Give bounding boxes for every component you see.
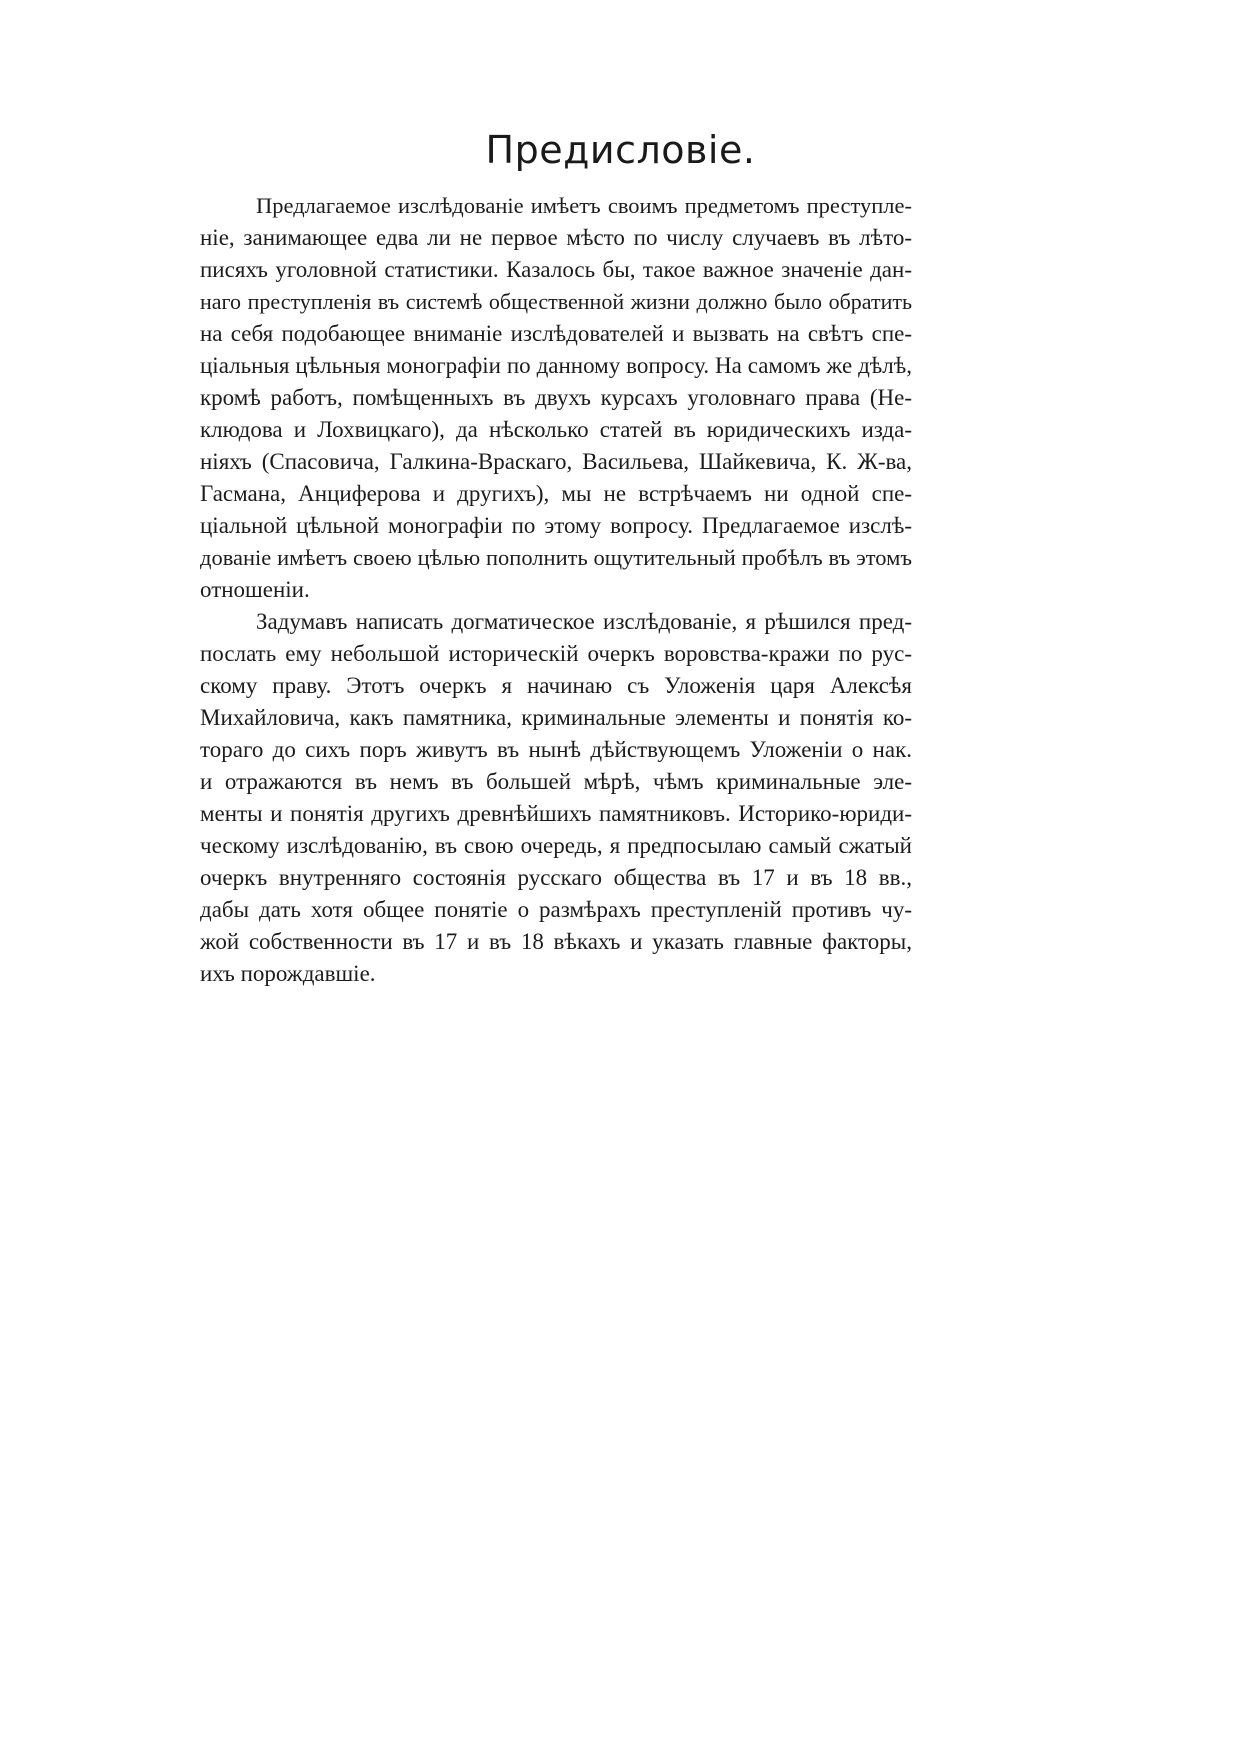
paragraph-line: ческому изслѣдованію, въ свою очередь, я предпосылаю самый сжатый bbox=[200, 833, 912, 858]
paragraph-line: клюдова и Лохвицкаго), да нѣсколько статей въ юридическихъ изда- bbox=[200, 417, 912, 442]
paragraph-line: жой собственности въ 17 и въ 18 вѣкахъ и указать главные факторы, bbox=[200, 929, 912, 954]
paragraph-line: скому праву. Этотъ очеркъ я начинаю съ Уложенія царя Алексѣя bbox=[200, 673, 912, 698]
paragraph-line: ніе, занимающее едва ли не первое мѣсто по числу случаевъ въ лѣто- bbox=[200, 225, 912, 250]
paragraph-line: очеркъ внутренняго состоянія русскаго общества въ 17 и въ 18 вв., bbox=[200, 865, 912, 890]
paragraph-line: отношеніи. bbox=[200, 577, 310, 602]
paragraph-line: дабы дать хотя общее понятіе о размѣрахъ преступленій противъ чу- bbox=[200, 897, 912, 922]
paragraph-line: ціальной цѣльной монографіи по этому вопросу. Предлагаемое изслѣ- bbox=[200, 513, 912, 538]
paragraph-line: Предлагаемое изслѣдованіе имѣетъ своимъ предметомъ преступле- bbox=[256, 193, 912, 218]
paragraph-line: тораго до сихъ поръ живутъ въ нынѣ дѣйствующемъ Уложеніи о нак. bbox=[200, 737, 912, 762]
paragraph-line: дованіе имѣетъ своею цѣлью пополнить ощутительный пробѣлъ въ этомъ bbox=[200, 545, 912, 570]
paragraph-line: ихъ порождавшіе. bbox=[200, 961, 376, 986]
paragraph-line: кромѣ работъ, помѣщенныхъ въ двухъ курсахъ уголовнаго права (Не- bbox=[200, 385, 912, 410]
paragraph-line: и отражаются въ немъ въ большей мѣрѣ, чѣмъ криминальные эле- bbox=[200, 769, 912, 794]
paragraph-line: послать ему небольшой историческій очеркъ воровства-кражи по рус- bbox=[200, 641, 912, 666]
paragraph-line: ніяхъ (Спасовича, Галкина-Враскаго, Васильева, Шайкевича, К. Ж-ва, bbox=[200, 449, 912, 474]
paragraph-line: менты и понятія другихъ древнѣйшихъ памятниковъ. Историко-юриди- bbox=[200, 801, 912, 826]
page-title: Предисловіе. bbox=[485, 128, 756, 172]
paragraph-line: на себя подобающее вниманіе изслѣдователей и вызвать на свѣтъ спе- bbox=[200, 321, 912, 346]
paragraph-line: Михайловича, какъ памятника, криминальные элементы и понятія ко- bbox=[200, 705, 912, 730]
paragraph-line: Задумавъ написать догматическое изслѣдованіе, я рѣшился пред- bbox=[256, 609, 912, 634]
paragraph-line: ціальныя цѣльныя монографіи по данному вопросу. На самомъ же дѣлѣ, bbox=[200, 353, 912, 378]
paragraph-line: наго преступленія въ системѣ общественной жизни должно было обратить bbox=[200, 289, 912, 314]
paragraph-line: писяхъ уголовной статистики. Казалось бы, такое важное значеніе дан- bbox=[200, 257, 912, 282]
paragraph-line: Гасмана, Анциферова и другихъ), мы не встрѣчаемъ ни одной спе- bbox=[200, 481, 912, 506]
